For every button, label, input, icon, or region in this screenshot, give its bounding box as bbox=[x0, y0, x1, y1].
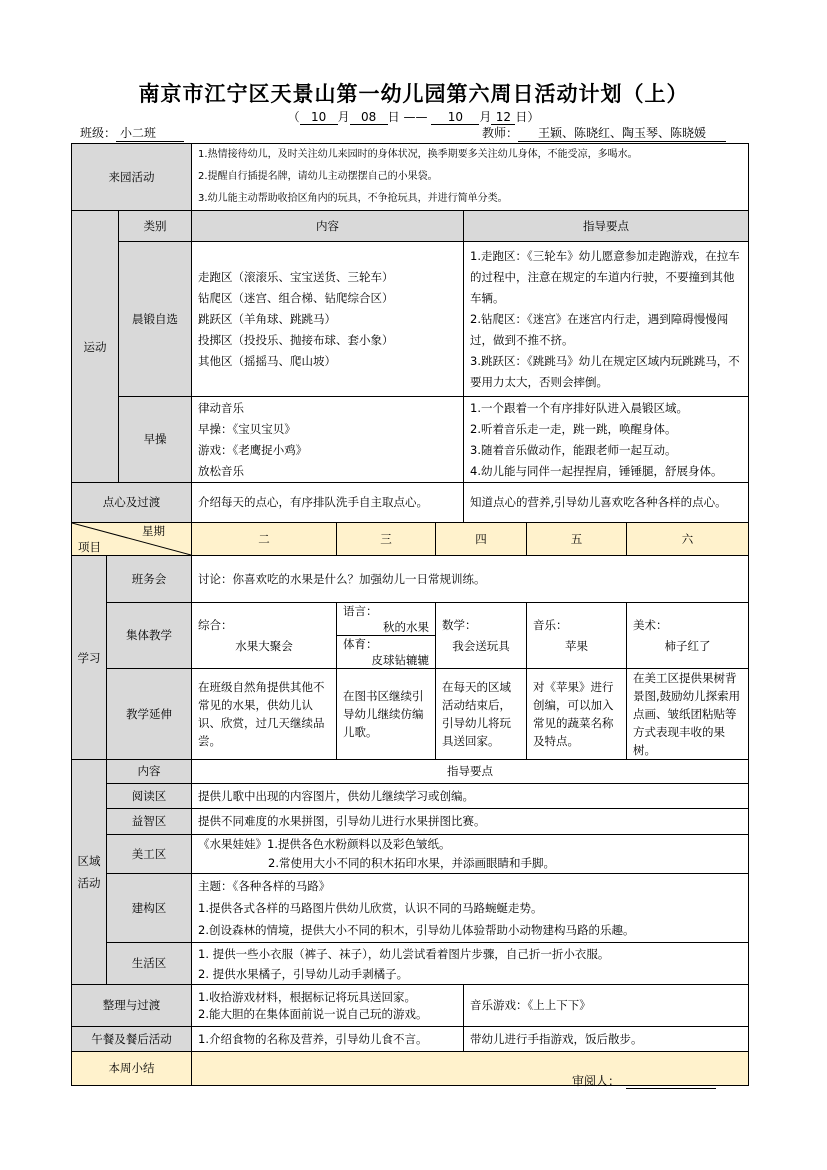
activity-plan-table bbox=[71, 143, 749, 1086]
area-row bbox=[72, 809, 749, 835]
reviewer-field bbox=[572, 1072, 716, 1089]
morning-content-item: 钻爬区（迷宫、组合梯、钻爬综合区） bbox=[198, 290, 394, 305]
month-label: 月 bbox=[479, 110, 492, 124]
area-guide bbox=[192, 943, 749, 985]
area-guide-line: 2.创设森林的情境，提供大小不同的积木，引导幼儿体验帮助小动物建构马路的乐趣。 bbox=[198, 923, 635, 937]
area-guide-line: 1. 提供一些小衣服（裤子、袜子），幼儿尝试看着图片步骤，自己折一折小衣服。 bbox=[198, 946, 610, 961]
day-fri: 五 bbox=[527, 523, 627, 556]
area-guide-header: 指导要点 bbox=[192, 760, 749, 784]
morning-content bbox=[192, 242, 464, 397]
area-row bbox=[72, 835, 749, 874]
day-sat: 六 bbox=[627, 523, 749, 556]
teaching-zonghe bbox=[192, 603, 337, 669]
area-guide-line: 主题：《各种各样的马路》 bbox=[198, 879, 331, 893]
arrival-row bbox=[72, 144, 749, 211]
teacher-field bbox=[482, 124, 726, 142]
morning-guide-item: 2.钻爬区：《迷宫》在迷宫内行走，遇到障碍慢慢闯过，做到不推不挤。 bbox=[470, 311, 729, 347]
date-range bbox=[0, 108, 827, 125]
morning-label: 晨锻自选 bbox=[119, 242, 192, 397]
lunch-content: 1.介绍食物的名称及营养，引导幼儿食不言。 bbox=[192, 1027, 464, 1052]
area-name: 阅读区 bbox=[107, 784, 192, 809]
subject: 音乐： bbox=[533, 617, 568, 632]
extension-wed: 在图书区继续引导幼儿继续仿编儿歌。 bbox=[337, 669, 436, 760]
area-guide-line: 2. 提供水果橘子，引导幼儿动手剥橘子。 bbox=[198, 966, 409, 981]
subject: 美术： bbox=[633, 617, 668, 632]
area-name: 益智区 bbox=[107, 809, 192, 835]
area-guide-line: 2.常使用大小不同的积木拓印水果，并添画眼睛和手脚。 bbox=[268, 856, 556, 870]
teaching-tiyu bbox=[337, 636, 436, 669]
start-day: 08 bbox=[350, 110, 388, 125]
area-guide bbox=[192, 835, 749, 874]
meeting-content: 讨论：你喜欢吃的水果是什么？加强幼儿一日常规训练。 bbox=[192, 556, 749, 603]
reviewer-label: 审阅人： bbox=[572, 1074, 621, 1088]
end-month: 10 bbox=[431, 110, 479, 125]
exercise-guide-item: 1.一个跟着一个有序排好队进入晨锻区域。 bbox=[470, 400, 689, 415]
class-label: 班级： bbox=[80, 126, 117, 140]
exercise-content-item: 早操：《宝贝宝贝》 bbox=[198, 421, 296, 436]
reviewer-signature-line[interactable] bbox=[626, 1076, 716, 1089]
corner-item-label: 项目 bbox=[78, 540, 101, 554]
exercise-guide bbox=[464, 397, 749, 483]
exercise-row bbox=[72, 397, 749, 483]
extension-fri: 对《苹果》进行创编，可以加入常见的蔬菜名称及特点。 bbox=[527, 669, 627, 760]
subject: 语言： bbox=[343, 604, 378, 618]
corner-weekday-label: 星期 bbox=[142, 524, 166, 538]
extension-tue: 在班级自然角提供其他不常见的水果，供幼儿认识、欣赏，过几天继续品尝。 bbox=[192, 669, 337, 760]
sport-content-header: 内容 bbox=[192, 211, 464, 242]
teaching-row bbox=[72, 603, 749, 636]
morning-content-item: 走跑区（滚滚乐、宝宝送货、三轮车） bbox=[198, 269, 394, 284]
area-guide-line: 《水果娃娃》1.提供各色水粉颜料以及彩色皱纸。 bbox=[198, 837, 451, 851]
area-guide: 提供儿歌中出现的内容图片，供幼儿继续学习或创编。 bbox=[192, 784, 749, 809]
exercise-content bbox=[192, 397, 464, 483]
tidy-content bbox=[192, 985, 464, 1027]
arrival-item: 3.幼儿能主动帮助收拾区角内的玩具，不争抢玩具，并进行简单分类。 bbox=[198, 193, 508, 204]
teacher-value: 王颖、陈晓红、陶玉琴、陈晓媛 bbox=[518, 124, 726, 142]
exercise-guide-item: 2.听着音乐走一走，跳一跳，唤醒身体。 bbox=[470, 421, 677, 436]
meeting-label: 班务会 bbox=[107, 556, 192, 603]
morning-content-item: 跳跃区（羊角球、跳跳马） bbox=[198, 311, 337, 326]
exercise-guide-item: 3.随着音乐做动作，能跟老师一起互动。 bbox=[470, 442, 677, 457]
area-row bbox=[72, 874, 749, 943]
arrival-item: 1.热情接待幼儿，及时关注幼儿来园时的身体状况，换季期要多关注幼儿身体，不能受凉，多喝水。 bbox=[198, 149, 638, 160]
lesson-title: 水果大聚会 bbox=[235, 638, 293, 653]
tidy-item: 2.能大胆的在集体面前说一说自己玩的游戏。 bbox=[198, 1006, 428, 1021]
tidy-row bbox=[72, 985, 749, 1027]
teacher-label: 教师： bbox=[482, 126, 519, 140]
snack-guide: 知道点心的营养,引导幼儿喜欢吃各种各样的点心。 bbox=[464, 483, 749, 523]
lesson-title: 柿子红了 bbox=[664, 638, 711, 653]
morning-guide-item: 1.走跑区：《三轮车》幼儿愿意参加走跑游戏，在拉车的过程中，注意在规定的车道内行驶，不要撞到其他车辆。 bbox=[470, 248, 740, 305]
extension-label: 教学延伸 bbox=[107, 669, 192, 760]
morning-exercise-row bbox=[72, 242, 749, 397]
page-title: 南京市江宁区天景山第一幼儿园第六周日活动计划（上） bbox=[138, 82, 689, 106]
area-row bbox=[72, 784, 749, 809]
teaching-label: 集体教学 bbox=[107, 603, 192, 669]
dash: —— bbox=[403, 110, 428, 124]
exercise-content-item: 放松音乐 bbox=[198, 463, 245, 478]
area-row bbox=[72, 943, 749, 985]
exercise-guide-item: 4.幼儿能与同伴一起捏捏肩，锤锤腿，舒展身体。 bbox=[470, 463, 723, 478]
teaching-yuyan bbox=[337, 603, 436, 636]
morning-guide bbox=[464, 242, 749, 397]
start-month: 10 bbox=[300, 110, 338, 125]
lesson-title: 我会送玩具 bbox=[452, 638, 510, 653]
area-guide bbox=[192, 874, 749, 943]
exercise-label: 早操 bbox=[119, 397, 192, 483]
end-day: 12 bbox=[491, 110, 515, 125]
sport-guide-header: 指导要点 bbox=[464, 211, 749, 242]
subject: 数学： bbox=[442, 617, 477, 632]
area-header-row bbox=[72, 760, 749, 784]
snack-content: 介绍每天的点心，有序排队洗手自主取点心。 bbox=[192, 483, 464, 523]
arrival-content bbox=[192, 144, 749, 211]
snack-row bbox=[72, 483, 749, 523]
lesson-title: 皮球钻辘辘 bbox=[371, 653, 430, 667]
corner-header bbox=[72, 523, 192, 556]
area-guide-line: 1.提供各式各样的马路图片供幼儿欣赏，认识不同的马路蜿蜒走势。 bbox=[198, 901, 543, 915]
area-label: 区域活动 bbox=[72, 760, 107, 985]
tidy-guide: 音乐游戏：《上上下下》 bbox=[464, 985, 749, 1027]
morning-content-item: 投掷区（投投乐、抛接布球、套小象） bbox=[198, 332, 394, 347]
day-tue: 二 bbox=[192, 523, 337, 556]
exercise-content-item: 律动音乐 bbox=[198, 400, 245, 415]
lunch-label: 午餐及餐后活动 bbox=[72, 1027, 192, 1052]
paren-open: （ bbox=[287, 110, 300, 124]
area-content-header: 内容 bbox=[107, 760, 192, 784]
exercise-content-item: 游戏：《老鹰捉小鸡》 bbox=[198, 442, 308, 457]
weekday-header-row bbox=[72, 523, 749, 556]
teaching-shuxue bbox=[436, 603, 527, 669]
arrival-item: 2.提醒自行插提名牌，请幼儿主动摆摆自己的小果袋。 bbox=[198, 171, 438, 182]
class-field bbox=[80, 124, 184, 142]
arrival-label: 来园活动 bbox=[72, 144, 192, 211]
class-meeting-row bbox=[72, 556, 749, 603]
class-value: 小二班 bbox=[116, 124, 184, 142]
lunch-guide: 带幼儿进行手指游戏，饭后散步。 bbox=[464, 1027, 749, 1052]
area-name: 美工区 bbox=[107, 835, 192, 874]
lesson-title: 苹果 bbox=[565, 638, 589, 653]
day-label: 日 bbox=[515, 110, 528, 124]
morning-content-item: 其他区（摇摇马、爬山坡） bbox=[198, 353, 337, 368]
paren-close: ） bbox=[527, 110, 540, 124]
day-label: 日 bbox=[387, 110, 400, 124]
subject: 体育： bbox=[343, 637, 378, 651]
extension-row bbox=[72, 669, 749, 760]
area-guide: 提供不同难度的水果拼图，引导幼儿进行水果拼图比赛。 bbox=[192, 809, 749, 835]
lunch-row bbox=[72, 1027, 749, 1052]
extension-sat: 在美工区提供果树背景图,鼓励幼儿探索用点画、皱纸团粘贴等方式表现丰收的果树。 bbox=[627, 669, 749, 760]
lesson-title: 秋的水果 bbox=[383, 620, 430, 634]
study-label: 学习 bbox=[72, 556, 107, 760]
snack-label: 点心及过渡 bbox=[72, 483, 192, 523]
sport-header-row bbox=[72, 211, 749, 242]
day-wed: 三 bbox=[337, 523, 436, 556]
teaching-yinyue bbox=[527, 603, 627, 669]
tidy-item: 1.收拾游戏材料，根据标记将玩具送回家。 bbox=[198, 989, 417, 1004]
day-thu: 四 bbox=[436, 523, 527, 556]
morning-guide-item: 3.跳跃区：《跳跳马》幼儿在规定区域内玩跳跳马，不要用力太大，否则会摔倒。 bbox=[470, 353, 740, 389]
area-name: 生活区 bbox=[107, 943, 192, 985]
teaching-meishu bbox=[627, 603, 749, 669]
sport-category-header: 类别 bbox=[119, 211, 192, 242]
extension-thu: 在每天的区域活动结束后，引导幼儿将玩具送回家。 bbox=[436, 669, 527, 760]
tidy-label: 整理与过渡 bbox=[72, 985, 192, 1027]
summary-label: 本周小结 bbox=[72, 1052, 192, 1086]
month-label: 月 bbox=[337, 110, 350, 124]
area-name: 建构区 bbox=[107, 874, 192, 943]
sport-label: 运动 bbox=[72, 211, 119, 483]
subject: 综合： bbox=[198, 617, 233, 632]
